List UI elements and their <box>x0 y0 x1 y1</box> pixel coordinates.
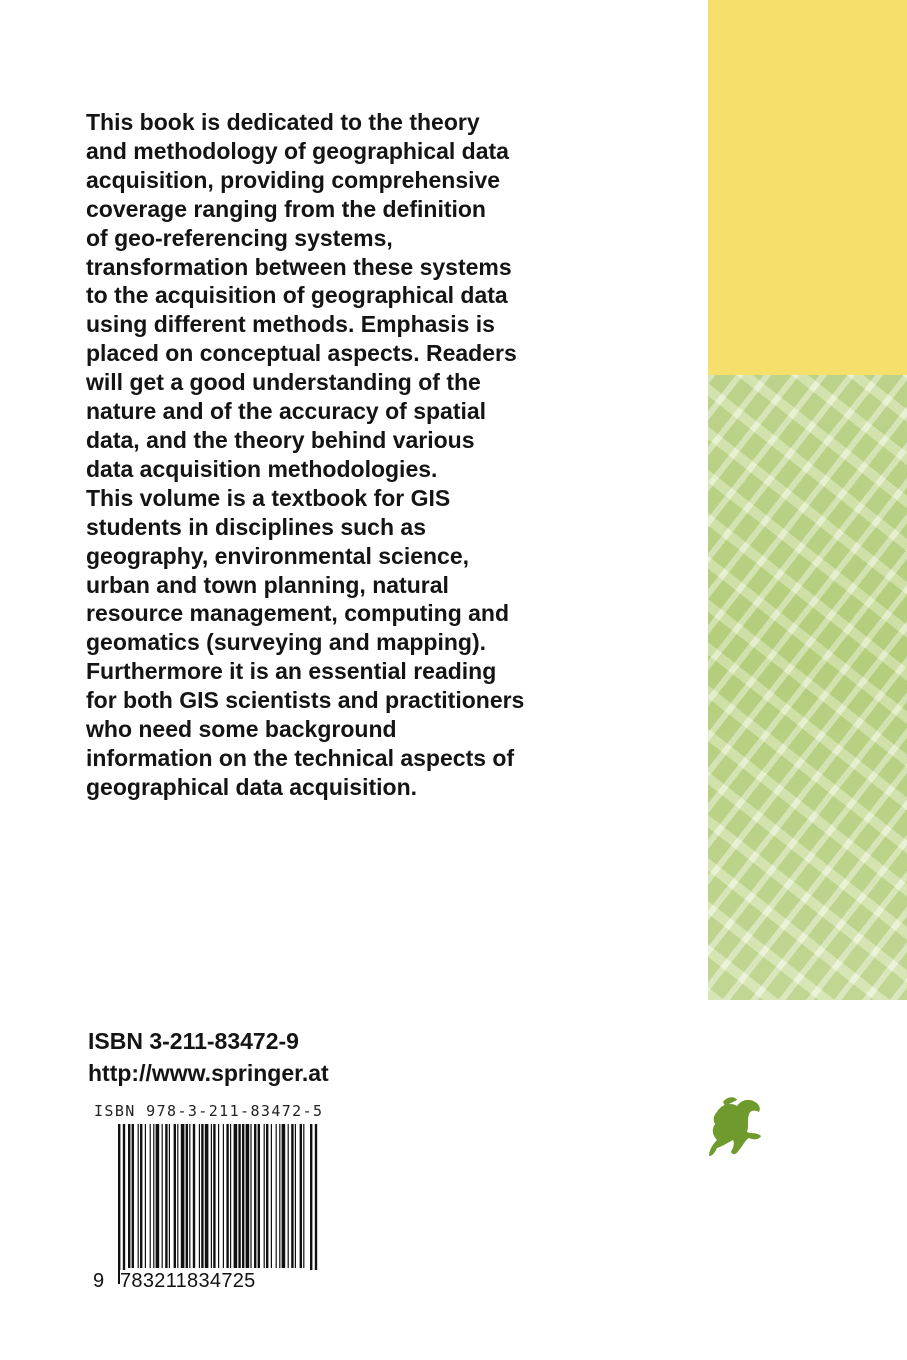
barcode-bar <box>276 1124 277 1268</box>
barcode-bar <box>211 1124 212 1268</box>
blurb-line: for both GIS scientists and practitioners <box>86 687 525 714</box>
blurb-line: This book is dedicated to the theory <box>86 109 480 135</box>
barcode-bar <box>288 1124 289 1268</box>
blurb-line: transformation between these systems <box>86 253 512 280</box>
barcode-bar <box>303 1124 304 1268</box>
barcode-bar <box>177 1124 178 1268</box>
barcode-bar <box>156 1124 160 1268</box>
barcode-bar <box>226 1124 228 1268</box>
barcode-bar <box>282 1124 286 1268</box>
barcode-bar <box>250 1124 251 1268</box>
barcode-bar <box>271 1124 272 1268</box>
publisher-url: http://www.springer.at <box>88 1060 329 1086</box>
barcode <box>88 1102 348 1312</box>
barcode-guard-bar <box>315 1124 317 1284</box>
barcode-bar <box>242 1124 244 1268</box>
barcode-bar <box>279 1124 280 1268</box>
blurb-line: data acquisition methodologies. <box>86 455 438 482</box>
yellow-color-band <box>708 0 907 375</box>
barcode-bar <box>213 1124 215 1268</box>
blurb-line: This volume is a textbook for GIS <box>86 484 451 511</box>
barcode-bar <box>138 1124 139 1268</box>
barcode-bar <box>128 1124 130 1268</box>
barcode-bar <box>193 1124 195 1268</box>
blurb-line: placed on conceptual aspects. Readers <box>86 340 517 367</box>
barcode-bar <box>205 1124 209 1268</box>
barcode-bar <box>258 1124 260 1268</box>
barcode-bar <box>218 1124 219 1268</box>
barcode-bar <box>199 1124 200 1268</box>
barcode-bar <box>300 1124 302 1268</box>
blurb-line: of geo-referencing systems, <box>86 224 393 251</box>
blurb-line: data, and the theory behind various <box>86 426 475 453</box>
barcode-bar <box>174 1124 176 1268</box>
barcode-bar <box>295 1124 296 1268</box>
barcode-bar <box>150 1124 151 1268</box>
springer-horse-icon <box>703 1094 765 1160</box>
blurb-line: resource management, computing and <box>86 600 510 627</box>
barcode-bar <box>132 1124 134 1268</box>
blurb-line: geography, environmental science, <box>86 542 470 569</box>
barcode-guard-bar <box>310 1124 312 1284</box>
blurb-text <box>86 108 566 802</box>
barcode-bar <box>266 1124 268 1268</box>
blurb-line: who need some background <box>86 716 397 743</box>
barcode-first-digit: 9 <box>90 1270 107 1293</box>
blurb-line: coverage ranging from the definition <box>86 195 486 222</box>
blurb-line: nature and of the accuracy of spatial <box>86 398 487 425</box>
barcode-bar <box>264 1124 265 1268</box>
barcode-bar <box>162 1124 163 1268</box>
barcode-bar <box>181 1124 185 1268</box>
isbn-label: ISBN 3-211-83472-9 <box>88 1028 299 1054</box>
barcode-bar <box>230 1124 231 1268</box>
barcode-guard-bar <box>118 1124 120 1284</box>
barcode-guard-bar <box>123 1124 125 1284</box>
barcode-bar <box>238 1124 240 1268</box>
barcode-bar <box>291 1124 293 1268</box>
barcode-bar <box>254 1124 256 1268</box>
blurb-line: using different methods. Emphasis is <box>86 311 495 338</box>
blurb-line: will get a good understanding of the <box>86 369 481 396</box>
barcode-bar <box>145 1124 146 1268</box>
barcode-bar <box>140 1124 142 1268</box>
barcode-bar <box>234 1124 238 1268</box>
blurb-line: to the acquisition of geographical data <box>86 282 508 309</box>
barcode-isbn-label: ISBN 978-3-211-83472-5 <box>94 1102 324 1120</box>
blurb-line: information on the technical aspects of <box>86 744 515 771</box>
barcode-bar <box>165 1124 167 1268</box>
barcode-bar <box>246 1124 250 1268</box>
barcode-bar <box>153 1124 154 1268</box>
blurb-line: students in disciplines such as <box>86 513 426 540</box>
aerial-photo-band <box>708 375 907 1000</box>
blurb-line: and methodology of geographical data <box>86 137 509 164</box>
blurb-line: geomatics (surveying and mapping). <box>86 629 487 656</box>
blurb-line: urban and town planning, natural <box>86 571 449 598</box>
barcode-bar <box>201 1124 203 1268</box>
barcode-bar <box>186 1124 188 1268</box>
blurb-line: geographical data acquisition. <box>86 773 418 800</box>
blurb-line: acquisition, providing comprehensive <box>86 166 501 193</box>
barcode-bars <box>88 1124 348 1294</box>
barcode-digit-string: 783211834725 <box>120 1270 340 1293</box>
blurb-line: Furthermore it is an essential reading <box>86 658 497 685</box>
barcode-bar <box>169 1124 170 1268</box>
barcode-bar <box>223 1124 224 1268</box>
barcode-bar <box>189 1124 190 1268</box>
